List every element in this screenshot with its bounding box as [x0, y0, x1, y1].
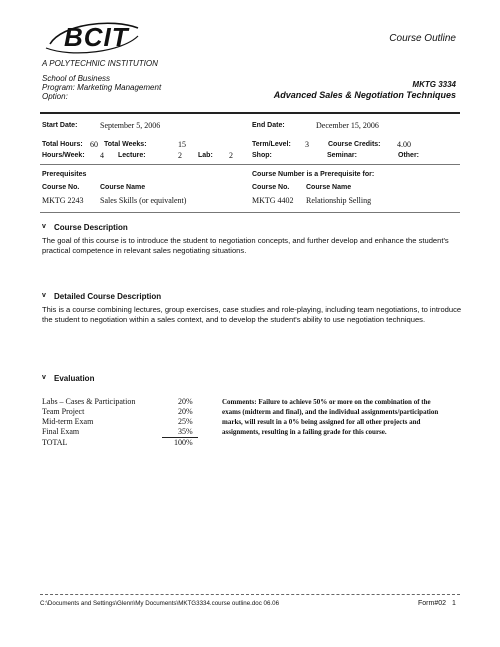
eval-item-label: Team Project — [42, 407, 85, 416]
evaluation-heading: Evaluation — [54, 374, 95, 383]
description-text: The goal of this course is to introduce the student to negotiation concepts, and further develop and enhance the student's practical competence in relevant sales negotiating situations. — [42, 236, 449, 255]
prereq-course-name: Sales Skills (or equivalent) — [100, 196, 187, 205]
eval-item-label: Labs – Cases & Participation — [42, 397, 136, 406]
prereq-course-no: MKTG 2243 — [42, 196, 84, 205]
end-date-label: End Date: — [252, 122, 285, 129]
lecture-value: 2 — [178, 151, 182, 160]
eval-total-value: 100% — [174, 438, 193, 447]
prereq-for-course-no: MKTG 4402 — [252, 196, 294, 205]
term-level-label: Term/Level: — [252, 141, 291, 148]
header-rule — [40, 112, 460, 114]
prereq-col-name: Course Name — [100, 184, 146, 191]
prereq-for-col-name: Course Name — [306, 184, 352, 191]
total-hours-value: 60 — [90, 140, 98, 149]
prereq-heading: Prerequisites — [42, 171, 87, 178]
total-weeks-value: 15 — [178, 140, 186, 149]
institution-tagline: A POLYTECHNIC INSTITUTION — [42, 59, 158, 68]
total-weeks-label: Total Weeks: — [104, 141, 147, 148]
other-label: Other: — [398, 152, 419, 159]
end-date-value: December 15, 2006 — [316, 121, 379, 130]
eval-item-label: Final Exam — [42, 427, 80, 436]
hours-week-value: 4 — [100, 151, 104, 160]
prereq-for-course-name: Relationship Selling — [306, 196, 372, 205]
eval-item-value: 20% — [178, 397, 193, 406]
prereq-rule — [40, 212, 460, 213]
seminar-label: Seminar: — [327, 152, 357, 159]
details-rule — [40, 164, 460, 165]
footer-rule — [40, 594, 460, 595]
program-name: Program: Marketing Management — [42, 83, 162, 92]
doc-type: Course Outline — [389, 33, 456, 44]
eval-item-label: Mid-term Exam — [42, 417, 94, 426]
detailed-bullet: v — [42, 292, 46, 299]
detailed-heading: Detailed Course Description — [54, 292, 162, 301]
hours-week-label: Hours/Week: — [42, 152, 85, 159]
prereq-for-heading: Course Number is a Prerequisite for: — [252, 171, 375, 178]
lab-value: 2 — [229, 151, 233, 160]
course-code: MKTG 3334 — [412, 80, 456, 89]
eval-item-value: 20% — [178, 407, 193, 416]
detailed-text: This is a course combining lectures, group exercises, case studies and role-playing, including team negotiations, to introduce the student to negotiation within a sales context, and to develop the student's ability to use negotiation techniques. — [42, 305, 462, 324]
evaluation-bullet: v — [42, 374, 46, 381]
logo-text: BCIT — [64, 22, 129, 52]
shop-label: Shop: — [252, 152, 272, 159]
prereq-col-no: Course No. — [42, 184, 80, 191]
lecture-label: Lecture: — [118, 152, 146, 159]
footer-page-number: 1 — [452, 600, 456, 607]
option-label: Option: — [42, 92, 68, 101]
course-title: Advanced Sales & Negotiation Techniques — [273, 90, 456, 100]
bcit-logo — [42, 14, 142, 58]
prereq-for-col-no: Course No. — [252, 184, 290, 191]
term-level-value: 3 — [305, 140, 309, 149]
evaluation-comments: Comments: Failure to achieve 50% or more on the combination of the exams (midterm and final), and the individual assignments/participation marks, will result in a 0% being assigned for all other projects and assignments, resulting in a failing grade for this course. — [222, 398, 439, 436]
course-credits-value: 4.00 — [397, 140, 411, 149]
total-hours-label: Total Hours: — [42, 141, 83, 148]
course-credits-label: Course Credits: — [328, 141, 381, 148]
eval-total-label: TOTAL — [42, 438, 68, 447]
description-bullet: v — [42, 223, 46, 230]
school-name: School of Business — [42, 74, 111, 83]
description-heading: Course Description — [54, 223, 128, 232]
eval-item-value: 25% — [178, 417, 193, 426]
footer-form-number: Form#02 — [418, 600, 447, 607]
eval-item-value: 35% — [178, 427, 193, 436]
footer-file-path: C:\Documents and Settings\Glenn\My Documents\MKTG3334.course outline.doc 06.06 — [40, 600, 280, 607]
start-date-label: Start Date: — [42, 122, 78, 129]
lab-label: Lab: — [198, 152, 213, 159]
start-date-value: September 5, 2006 — [100, 121, 161, 130]
